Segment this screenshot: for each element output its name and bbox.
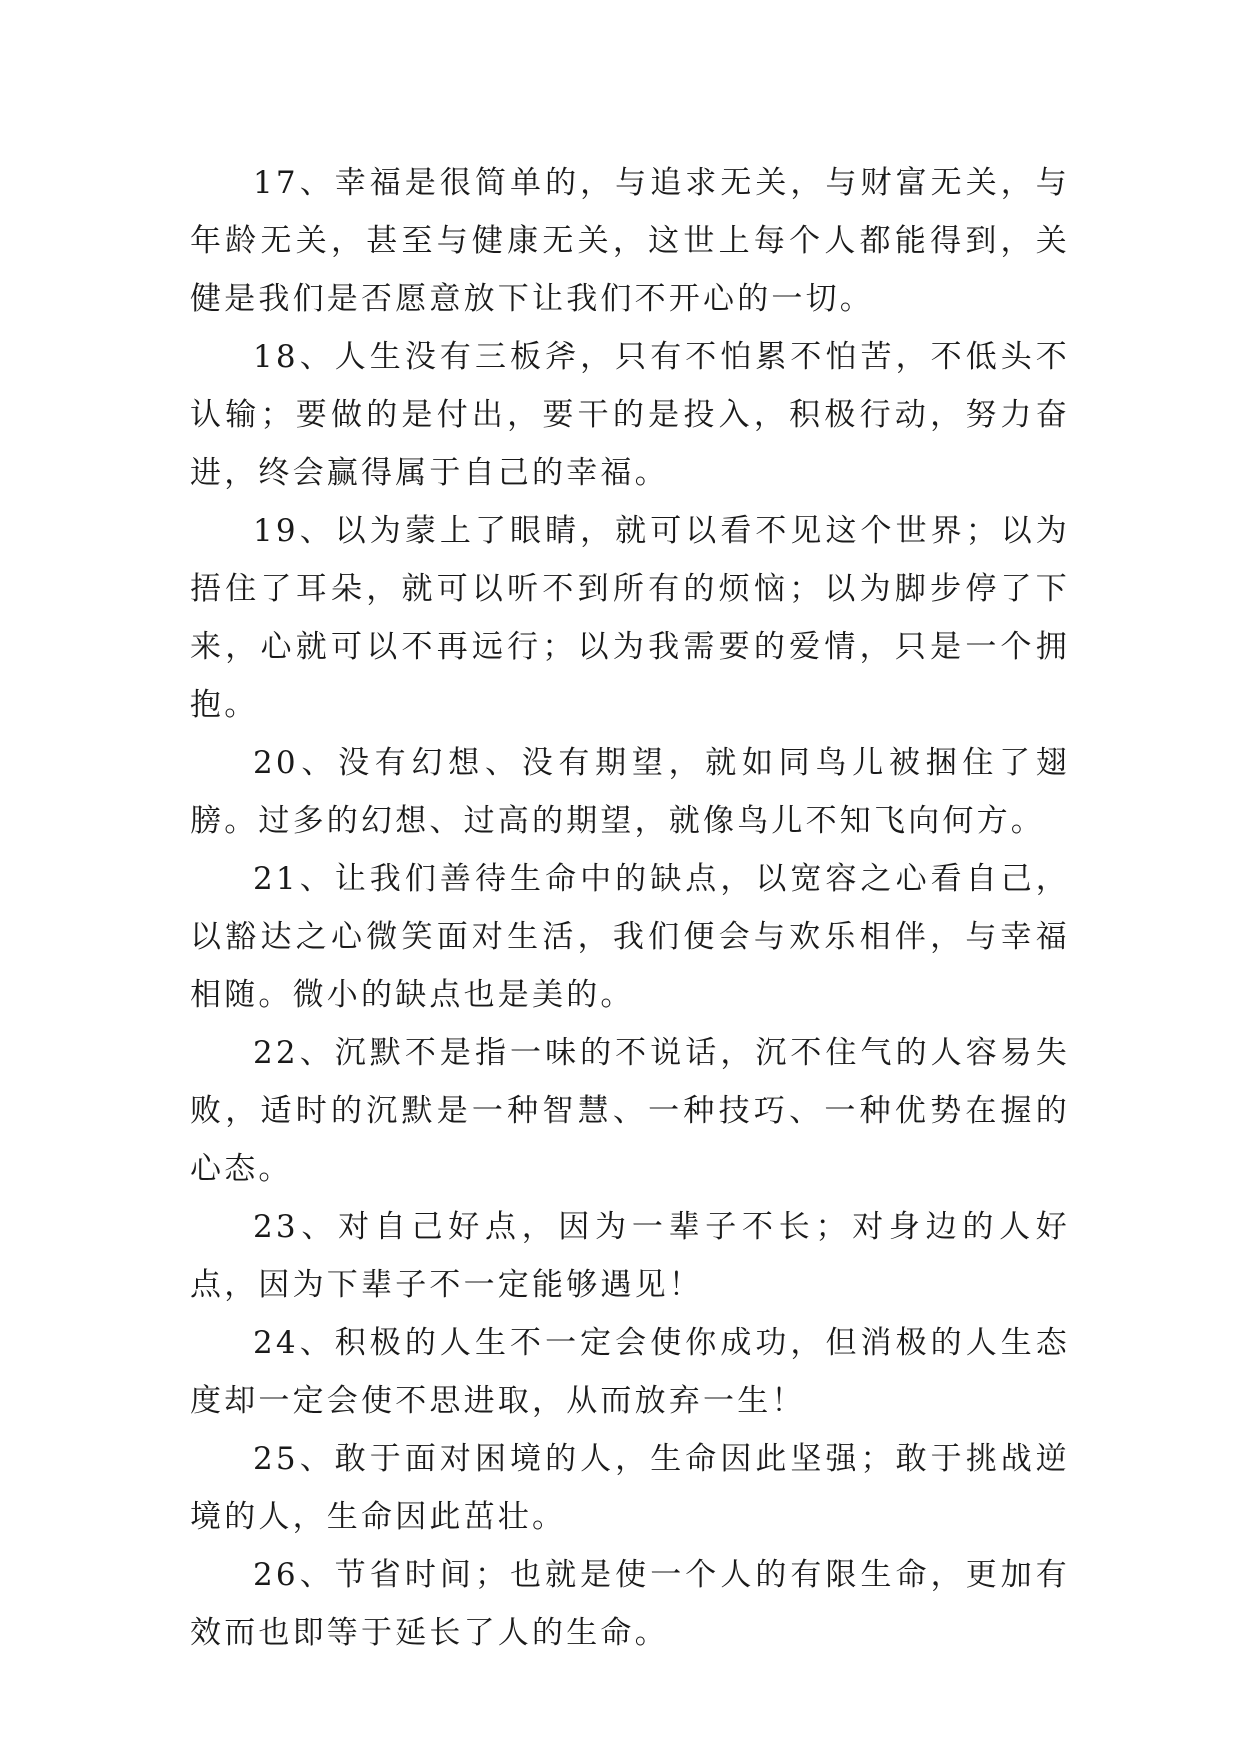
paragraph-25: 25、敢于面对困境的人，生命因此坚强；敢于挑战逆境的人，生命因此茁壮。 [190,1441,1070,1535]
paragraph-23: 23、对自己好点，因为一辈子不长；对身边的人好点，因为下辈子不一定能够遇见！ [190,1209,1070,1303]
paragraph-20: 20、没有幻想、没有期望，就如同鸟儿被捆住了翅膀。过多的幻想、过高的期望，就像鸟儿不知飞向何方。 [190,745,1070,839]
paragraph-18: 18、人生没有三板斧，只有不怕累不怕苦，不低头不认输；要做的是付出，要干的是投入，积极行动，努力奋进，终会赢得属于自己的幸福。 [190,339,1070,491]
paragraph-21: 21、让我们善待生命中的缺点，以宽容之心看自己，以豁达之心微笑面对生活，我们便会与欢乐相伴，与幸福相随。微小的缺点也是美的。 [190,861,1070,1013]
paragraph-26: 26、节省时间；也就是使一个人的有限生命，更加有效而也即等于延长了人的生命。 [190,1557,1070,1651]
paragraph-24: 24、积极的人生不一定会使你成功，但消极的人生态度却一定会使不思进取，从而放弃一生！ [190,1325,1070,1419]
document-body [190,154,1070,1662]
paragraph-17: 17、幸福是很简单的，与追求无关，与财富无关，与年龄无关，甚至与健康无关，这世上每个人都能得到，关健是我们是否愿意放下让我们不开心的一切。 [190,165,1070,317]
paragraph-22: 22、沉默不是指一味的不说话，沉不住气的人容易失败，适时的沉默是一种智慧、一种技巧、一种优势在握的心态。 [190,1035,1070,1187]
paragraph-19: 19、以为蒙上了眼睛，就可以看不见这个世界；以为捂住了耳朵，就可以听不到所有的烦恼；以为脚步停了下来，心就可以不再远行；以为我需要的爱情，只是一个拥抱。 [190,513,1070,723]
